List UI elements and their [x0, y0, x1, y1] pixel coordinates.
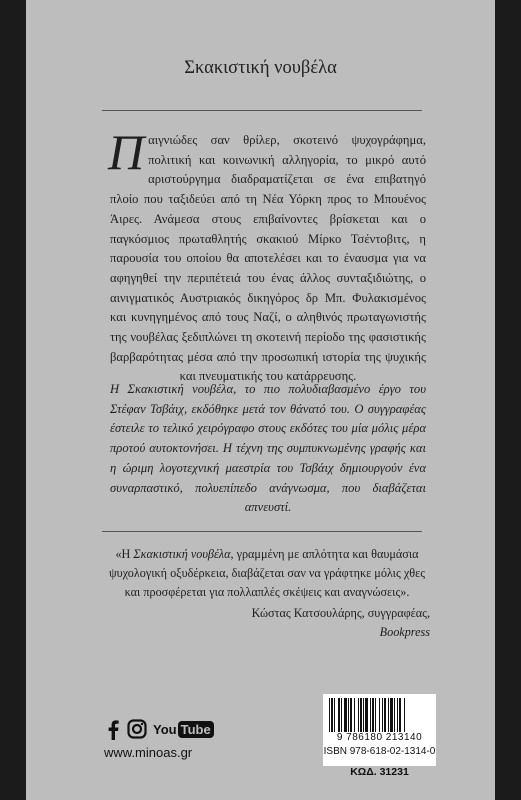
barcode-bar — [344, 698, 347, 732]
product-code: ΚΩΔ. 31231 — [350, 766, 409, 778]
isbn-number: ISBN 978-618-02-1314-0 — [323, 746, 436, 757]
barcode-bar — [350, 698, 352, 732]
synopsis-paragraph — [108, 124, 426, 387]
isbn-barcode — [323, 694, 436, 766]
barcode-bar — [388, 698, 389, 732]
barcode-bar — [331, 698, 333, 732]
barcode-bar — [341, 698, 342, 732]
youtube-you: You — [153, 721, 177, 737]
barcode-bars — [328, 698, 431, 732]
about-paragraph: Η Σκακιστική νουβέλα, το πιο πολυδιαβασμένο έργο του Στέφαν Τσβάιχ, εκδόθηκε μετά τον θάνατό του. Ο συγγραφέας έστειλε το τελικό χειρόγραφο στους εκδότες του μία μόλις μέρα προτού αυτοκτονήσει. Η τέχνη της συμπυκνωμένης γραφής και η ώριμη λογοτεχνική μαεστρία του Τσβάιχ δημιουργούν ένα συναρπαστικό, πολυεπίπεδο ανάγνωσμα, που διαβάζεται απνευστί. — [110, 382, 426, 515]
barcode-bar — [329, 698, 330, 732]
quote-publication: Bookpress — [379, 625, 430, 639]
barcode-bar — [379, 698, 380, 732]
barcode-bar — [363, 698, 364, 732]
barcode-bar — [372, 698, 374, 732]
quote-book-title: Σκακιστική νουβέλα — [133, 547, 231, 561]
social-icons — [104, 718, 214, 740]
barcode-bar — [354, 698, 355, 732]
quote-rest: , γραμμένη με απλότητα και θαυμάσια ψυχολογική οξυδέρκεια, διαβάζεται σαν να γράφτηκε μόλις χθες και προσφέρεται για πολλαπλές σκέψεις και αναγνώσεις». — [108, 547, 426, 599]
barcode-bar — [370, 698, 371, 732]
review-quote — [102, 545, 432, 602]
youtube-icon[interactable] — [153, 719, 214, 739]
instagram-icon[interactable] — [127, 719, 147, 739]
barcode-bar — [394, 698, 395, 732]
back-cover — [26, 0, 495, 800]
youtube-tube: Tube — [178, 721, 214, 738]
barcode-bar — [404, 698, 405, 732]
barcode-bar — [365, 698, 368, 732]
middle-divider — [102, 531, 422, 532]
barcode-digits: 9 786180 213140 — [336, 732, 423, 743]
barcode-bar — [397, 698, 398, 732]
top-divider — [102, 110, 422, 111]
barcode-bar — [399, 698, 401, 732]
quote-attribution — [102, 604, 430, 642]
barcode-bar — [358, 698, 359, 732]
barcode-bar — [360, 698, 362, 732]
barcode-bar — [338, 698, 340, 732]
book-title: Σκακιστική νουβέλα — [184, 58, 337, 78]
drop-cap: Π — [108, 124, 145, 180]
synopsis-text: αιγνιώδες σαν θρίλερ, σκοτεινό ψυχογράφημα, πολιτική και κοινωνική αλληγορία, το μικρό αυτό αριστούργημα διαδραματίζεται σε ένα επιβατηγό πλοίο που ταξιδεύει από τη Νέα Υόρκη προς το Μπουένος Άιρες. Ανάμεσα στους επιβαίνοντες βρίσκεται και ο παγκόσμιος πρωταθλητής σκακιού Μίρκο Τσέντοβιτς, η παρουσία του οποίου θα αποτελέσει και το έναυσμα για να αφηγηθεί την περιπέτειά του ένας άλλος συνταξιδιώτης, ο αινιγματικός Αυστριακός δικηγόρος δρ Μπ. Φυλακισμένος και κυνηγημένος από τους Ναζί, ο αληθινός πρωταγωνιστής της νουβέλας ξεδιπλώνει τη σκοτεινή περίοδο της φασιστικής βαρβαρότητας μέσα από την προσωπική ιστορία της ψυχικής και πνευματικής του κατάρρευσης. — [110, 133, 426, 384]
barcode-bar — [348, 698, 349, 732]
barcode-bar — [390, 698, 393, 732]
facebook-icon[interactable] — [104, 719, 121, 740]
barcode-bar — [384, 698, 386, 732]
quote-open: «Η — [115, 547, 134, 561]
website-link[interactable]: www.minoas.gr — [104, 745, 193, 760]
barcode-bar — [334, 698, 335, 732]
barcode-bar — [375, 698, 376, 732]
quote-author: Κώστας Κατσουλάρης, συγγραφέας, — [251, 606, 430, 620]
barcode-bar — [382, 698, 383, 732]
